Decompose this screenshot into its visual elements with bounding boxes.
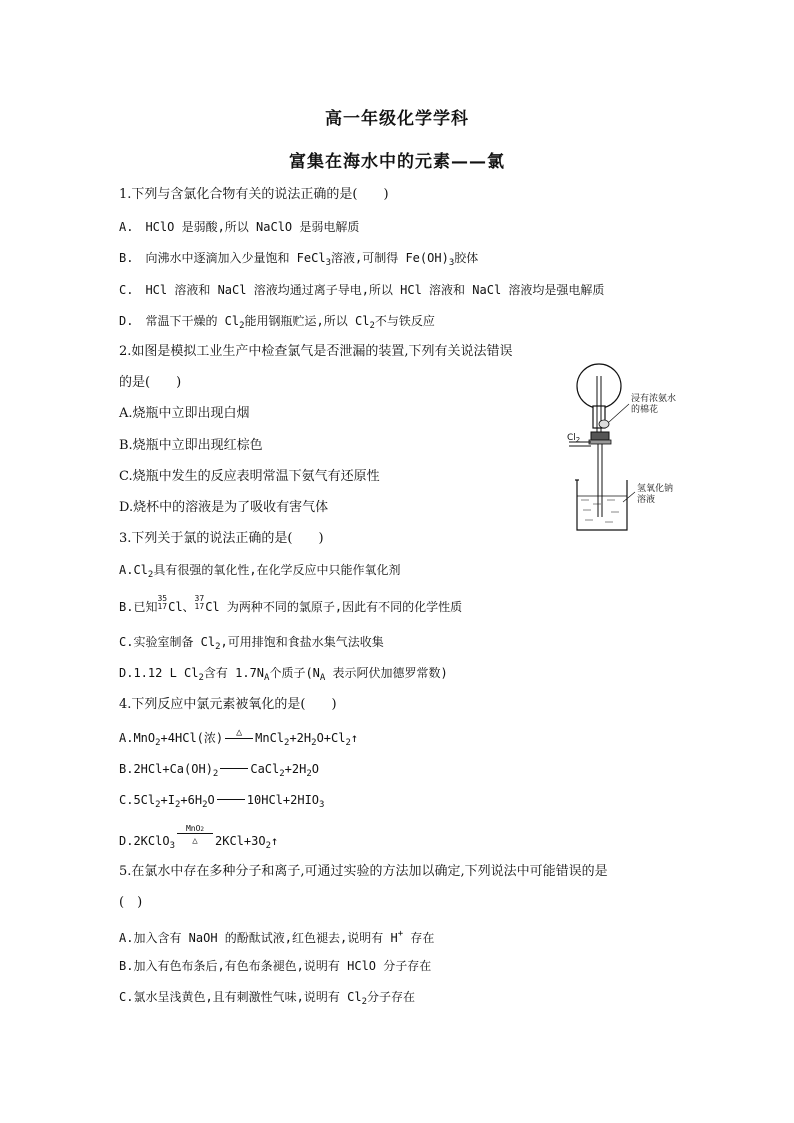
q1-d-sub-1: 2 bbox=[239, 321, 245, 331]
q3-option-c: C.实验室制备 $Cl_2$,可用排饱和食盐水集气法收集 bbox=[119, 635, 384, 652]
q1-b-text-1: B. 向沸水中逐滴加入少量饱和 FeCl bbox=[119, 251, 326, 265]
q2-stem-line2: 的是( ) bbox=[119, 375, 182, 390]
equals-line bbox=[217, 799, 245, 800]
catalyst-heat-condition-arrow: MnO2 △ bbox=[175, 833, 215, 847]
cotton-ball bbox=[599, 420, 609, 428]
q5-option-c: C.氯水呈浅黄色,且有刺激性气味,说明有 $Cl_2$分子存在 bbox=[119, 990, 416, 1007]
cl2-label: $Cl_2$ bbox=[567, 433, 581, 444]
q2-stem-line1: 2.如图是模拟工业生产中检查氯气是否泄漏的装置,下列有关说法错误 bbox=[119, 344, 513, 359]
equals-line bbox=[220, 768, 248, 769]
cotton-label: 浸有浓氨水 的棉花 bbox=[631, 394, 677, 415]
q1-d-text-2: 能用钢瓶贮运,所以 Cl bbox=[244, 314, 370, 328]
cotton-leader-line bbox=[609, 404, 629, 422]
rubber-stopper bbox=[591, 432, 609, 440]
q1-b-text-3: 胶体 bbox=[454, 251, 479, 265]
q2-option-d: D.烧杯中的溶液是为了吸收有害气体 bbox=[119, 500, 329, 515]
q4-option-a: A.MnO$_2$+4HCl(浓) △ $MnCl_2+2H_2O+Cl_2↑$ bbox=[119, 727, 359, 748]
q3-stem: 3.下列关于氯的说法正确的是( ) bbox=[119, 531, 324, 546]
q1-d-text-1: D. 常温下干燥的 Cl bbox=[119, 314, 240, 328]
heat-condition-arrow: △ bbox=[223, 730, 255, 744]
q5-option-b: B.加入有色布条后,有色布条褪色,说明有 HClO 分子存在 bbox=[119, 959, 432, 973]
chlorine-leak-apparatus-figure bbox=[555, 362, 695, 538]
flask-bulb bbox=[577, 364, 621, 408]
q1-d-text-3: 不与铁反应 bbox=[374, 314, 435, 328]
q4-stem: 4.下列反应中氯元素被氧化的是( ) bbox=[119, 697, 337, 712]
q5-option-a: A.加入含有 NaOH 的酚酞试液,红色褪去,说明有 H+ 存在 bbox=[119, 929, 435, 945]
q2-option-b: B.烧瓶中立即出现红棕色 bbox=[119, 438, 263, 453]
q1-b-sub-2: 3 bbox=[448, 258, 455, 268]
q1-option-b bbox=[119, 249, 478, 272]
isotope-2-notation: 37 17 bbox=[194, 594, 205, 611]
q1-b-text-2: 溶液,可制得 Fe(OH) bbox=[331, 251, 449, 265]
q1-option-a bbox=[119, 218, 359, 236]
q1-option-d bbox=[119, 312, 435, 335]
q1-stem: 1.下列与含氯化合物有关的说法正确的是( ) bbox=[119, 187, 389, 202]
q4-option-d: D.2KClO$_3$ MnO2 △ $2KCl+3O_2↑$ bbox=[119, 824, 279, 851]
q2-option-c: C.烧瓶中发生的反应表明常温下氨气有还原性 bbox=[119, 469, 380, 484]
chapter-title: 富集在海水中的元素——氯 bbox=[289, 152, 505, 172]
apparatus-drawing bbox=[555, 362, 695, 538]
q5-stem-line2: ( ) bbox=[119, 895, 143, 910]
q4-option-b: $B.2HCl+Ca(OH)_2$ $CaCl_2+2H_2O$ bbox=[119, 762, 320, 779]
q3-option-b: B.已知 35 17 Cl、 37 17 Cl 为两种不同的氯原子,因此有不同的化学性质 bbox=[119, 594, 463, 614]
q2-option-a: A.烧瓶中立即出现白烟 bbox=[119, 406, 250, 421]
q1-option-c bbox=[119, 281, 604, 299]
q1-b-sub-1: 3 bbox=[325, 258, 331, 268]
naoh-leader-line bbox=[623, 492, 635, 502]
grade-title: 高一年级化学学科 bbox=[325, 109, 469, 129]
q3-option-d: D.1.12 L $Cl_2$含有 $1.7N_A$个质子($N_A$ 表示阿伏加德罗常数) bbox=[119, 666, 448, 683]
isotope-1-notation: 35 17 bbox=[157, 594, 168, 611]
q4-option-c: $C.5Cl_2+I_2+6H_2O$ $10HCl+2HIO_3$ bbox=[119, 793, 325, 810]
q1-c-text: C. HCl 溶液和 NaCl 溶液均通过离子导电,所以 HCl 溶液和 NaCl 溶液均是强电解质 bbox=[119, 283, 605, 297]
q5-stem-line1: 5.在氯水中存在多种分子和离子,可通过实验的方法加以确定,下列说法中可能错误的是 bbox=[119, 864, 608, 879]
naoh-label: 氢氧化钠 溶液 bbox=[637, 484, 674, 505]
q3-option-a: $A.Cl_2$具有很强的氧化性,在化学反应中只能作氧化剂 bbox=[119, 563, 401, 580]
q1-a-text: A. HClO 是弱酸,所以 NaClO 是弱电解质 bbox=[119, 220, 360, 234]
q1-d-sub-2: 2 bbox=[369, 321, 375, 331]
